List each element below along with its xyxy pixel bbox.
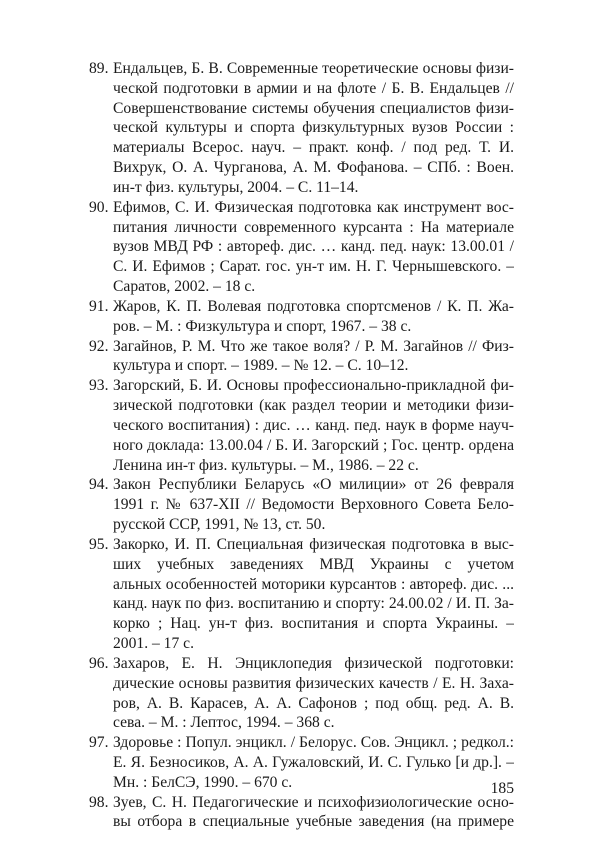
reference-text-line: материалы Всерос. науч. – практ. конф. / под ред. Т. И. [113, 139, 514, 157]
reference-entry [89, 654, 514, 733]
reference-text-line: Закорко, И. П. Специальная физическая подготовка в выс- [113, 535, 514, 553]
reference-text-line: Ендальцев, Б. В. Современные теоретические основы физи- [113, 60, 514, 77]
reference-entry [89, 793, 514, 833]
reference-text-line: Е. Я. Безносиков, А. А. Гужаловский, И. С. Гулько [и др.]. – [113, 753, 514, 771]
reference-text-line: русской ССР, 1991, № 13, ст. 50. [113, 516, 326, 534]
reference-number: 90. [89, 198, 109, 216]
reference-number: 97. [89, 734, 109, 752]
reference-text-line: Загорский, Б. И. Основы профессионально-прикладной фи- [113, 377, 514, 395]
reference-text-line: Ефимов, С. И. Физическая подготовка как инструмент вос- [113, 198, 514, 216]
reference-text-line: Вихрук, О. А. Чурганова, А. М. Фофанова. – СПб. : Воен. [113, 159, 514, 177]
reference-text-line: Саратов, 2002. – 18 с. [113, 278, 256, 296]
reference-text-line: ин-т физ. культуры, 2004. – С. 11–14. [113, 178, 359, 196]
reference-text-line: ров, А. В. Карасев, А. А. Сафонов ; под общ. ред. А. В. [113, 694, 514, 712]
reference-text-line: ческого воспитания) : дис. … канд. пед. наук в форме науч- [113, 416, 514, 434]
reference-number: 98. [89, 793, 109, 811]
reference-number: 91. [89, 297, 109, 315]
reference-number: 94. [89, 476, 109, 494]
reference-entry [89, 535, 514, 654]
reference-text-line: 1991 г. № 637-XII // Ведомости Верховного Совета Бело- [113, 496, 514, 514]
reference-number: 93. [89, 377, 109, 395]
reference-text-line: ческой культуры и спорта физкультурных вузов России : [113, 119, 514, 137]
reference-text-line: Зуев, С. Н. Педагогические и психофизиологические осно- [113, 793, 514, 811]
reference-text-line: 2001. – 17 с. [113, 635, 194, 653]
reference-text-line: ров. – М. : Физкультура и спорт, 1967. – 38 с. [113, 317, 412, 335]
reference-entry [89, 475, 514, 534]
reference-text-line: вузов МВД РФ : автореф. дис. … канд. пед. наук: 13.00.01 / [113, 238, 514, 256]
reference-text-line: сева. – М. : Лептос, 1994. – 368 с. [113, 714, 335, 732]
reference-text-line: культура и спорт. – 1989. – № 12. – С. 10–12. [113, 357, 409, 375]
reference-text-line: ших учебных заведениях МВД Украины с учетом [113, 555, 514, 573]
reference-entry [89, 376, 514, 475]
reference-text-line: Загайнов, Р. М. Что же такое воля? / Р. М. Загайнов // Физ- [113, 337, 514, 355]
reference-text-line: Ленина ин-т физ. культуры. – М., 1986. – 22 с. [113, 456, 419, 474]
reference-text-line: вы отбора в специальные учебные заведения (на примере [113, 813, 514, 831]
reference-text-line: Захаров, Е. Н. Энциклопедия физической подготовки: [113, 654, 514, 672]
reference-text-line: дические основы развития физических качеств / Е. Н. Заха- [113, 674, 514, 692]
reference-entry [89, 198, 514, 297]
reference-number: 92. [89, 337, 109, 355]
reference-entry [89, 733, 514, 792]
reference-text-line: альных особенностей моторики курсантов : автореф. дис. ... [113, 575, 514, 593]
reference-number: 89. [89, 60, 109, 77]
reference-text-line: Закон Республики Беларусь «О милиции» от 26 февраля [113, 476, 514, 494]
reference-text-line: питания личности современного курсанта : На материале [113, 218, 514, 236]
reference-text-line: корко ; Нац. ун-т физ. воспитания и спорта Украины. – [113, 615, 514, 633]
reference-entry [89, 297, 514, 337]
reference-list [89, 59, 514, 832]
reference-text-line: С. И. Ефимов ; Сарат. гос. ун-т им. Н. Г. Чернышевского. – [113, 258, 514, 276]
reference-text-line: Здоровье : Попул. энцикл. / Белорус. Сов. Энцикл. ; редкол.: [113, 734, 514, 752]
reference-number: 96. [89, 654, 109, 672]
page-number: 185 [490, 780, 514, 797]
reference-entry [89, 59, 514, 198]
reference-number: 95. [89, 535, 109, 553]
reference-text-line: канд. наук по физ. воспитанию и спорту: 24.00.02 / И. П. За- [113, 595, 514, 613]
reference-text-line: Мн. : БелСЭ, 1990. – 670 с. [113, 773, 293, 791]
reference-text-line: Совершенствование системы обучения специалистов физи- [113, 99, 514, 117]
reference-text-line: ческой подготовки в армии и на флоте / Б. В. Ендальцев // [113, 79, 514, 97]
reference-text-line: Жаров, К. П. Волевая подготовка спортсменов / К. П. Жа- [113, 297, 514, 315]
reference-text-line: зической подготовки (как раздел теории и методики физи- [113, 397, 514, 415]
reference-text-line: ного доклада: 13.00.04 / Б. И. Загорский ; Гос. центр. ордена [113, 436, 514, 454]
reference-entry [89, 337, 514, 377]
